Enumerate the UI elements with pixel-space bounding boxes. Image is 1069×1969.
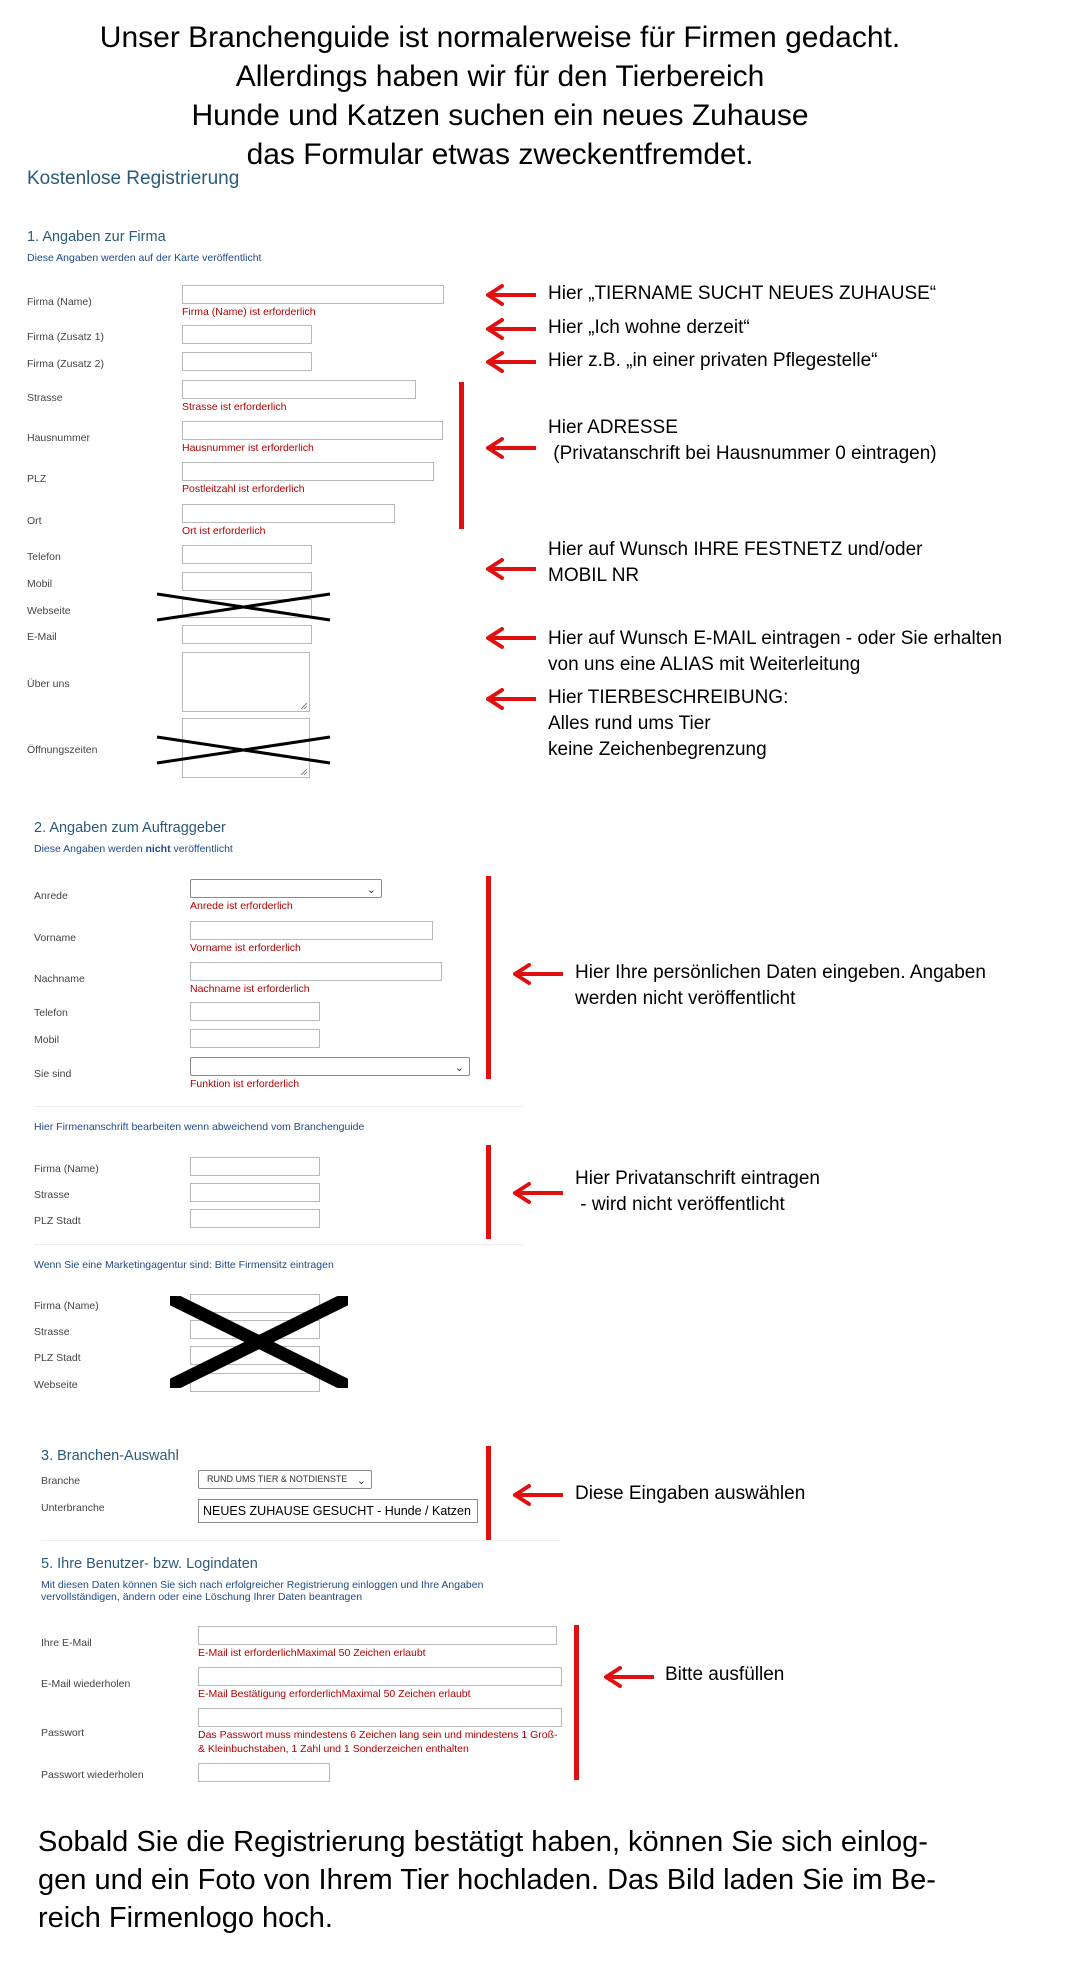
sub2-note: Wenn Sie eine Marketingagentur sind: Bitte Firmensitz eintragen xyxy=(34,1259,334,1271)
auftraggeber-mobil-input[interactable] xyxy=(190,1029,320,1048)
annotation-tiername: Hier „TIERNAME SUCHT NEUES ZUHAUSE“ xyxy=(548,283,937,304)
annotation-pflegestelle: Hier z.B. „in einer privaten Pflegestelle“ xyxy=(548,350,878,371)
section1-note: Diese Angaben werden auf der Karte veröffentlicht xyxy=(27,252,262,264)
cross-out-icon xyxy=(155,735,332,765)
section5-note-line-2: vervollständigen, ändern oder eine Löschung Ihrer Daten beantragen xyxy=(41,1591,363,1603)
label-sub1-plz-stadt: PLZ Stadt xyxy=(34,1215,81,1227)
chevron-down-icon: ⌄ xyxy=(356,1475,366,1487)
ueber-uns-textarea[interactable] xyxy=(182,652,310,712)
label-email: E-Mail xyxy=(27,631,57,643)
label-vorname: Vorname xyxy=(34,932,77,944)
chevron-down-icon: ⌄ xyxy=(454,1062,464,1074)
arrow-left-icon xyxy=(486,351,538,373)
annotation-bracket xyxy=(486,1145,491,1239)
label-telefon: Telefon xyxy=(27,551,61,563)
section3-title: 3. Branchen-Auswahl xyxy=(41,1448,179,1464)
annotation-adresse-line-1: Hier ADRESSE xyxy=(548,417,678,438)
annotation-adresse-line-2: (Privatanschrift bei Hausnummer 0 eintragen) xyxy=(548,443,937,464)
divider xyxy=(34,1244,524,1245)
vorname-input[interactable] xyxy=(190,921,433,940)
annotation-auswaehlen: Diese Eingaben auswählen xyxy=(575,1483,806,1504)
label-ueber-uns: Über uns xyxy=(27,678,70,690)
error-passwort-line-1: Das Passwort muss mindestens 6 Zeichen lang sein und mindestens 1 Groß- xyxy=(198,1729,558,1741)
annotation-persoenlich-line-2: werden nicht veröffentlicht xyxy=(575,988,796,1009)
footer-line-1: Sobald Sie die Registrierung bestätigt haben, können Sie sich einlog- xyxy=(38,1826,928,1858)
unterbranche-select[interactable] xyxy=(198,1499,478,1523)
branche-value: RUND UMS TIER & NOTDIENSTE xyxy=(207,1474,348,1484)
footer-line-3: reich Firmenlogo hoch. xyxy=(38,1902,333,1934)
login-email-repeat-input[interactable] xyxy=(198,1667,562,1686)
error-hausnummer: Hausnummer ist erforderlich xyxy=(182,442,314,454)
section5-title: 5. Ihre Benutzer- bzw. Logindaten xyxy=(41,1556,258,1572)
nachname-input[interactable] xyxy=(190,962,442,981)
arrow-left-icon xyxy=(486,437,538,459)
label-unterbranche: Unterbranche xyxy=(41,1502,105,1514)
sub1-note: Hier Firmenanschrift bearbeiten wenn abweichend vom Branchenguide xyxy=(34,1121,365,1133)
label-passwort-wiederholen: Passwort wiederholen xyxy=(41,1769,144,1781)
section2-title: 2. Angaben zum Auftraggeber xyxy=(34,820,226,836)
chevron-down-icon: ⌄ xyxy=(366,884,376,896)
annotation-tierbeschreibung-line-1: Hier TIERBESCHREIBUNG: xyxy=(548,687,789,708)
email-input[interactable] xyxy=(182,625,312,644)
label-oeffnungszeiten: Öffnungszeiten xyxy=(27,744,98,756)
label-sub1-strasse: Strasse xyxy=(34,1189,70,1201)
annotation-tierbeschreibung-line-2: Alles rund ums Tier xyxy=(548,713,711,734)
annotation-privat-line-1: Hier Privatanschrift eintragen xyxy=(575,1168,820,1189)
strasse-input[interactable] xyxy=(182,380,416,399)
label-nachname: Nachname xyxy=(34,973,85,985)
annotation-tierbeschreibung-line-3: keine Zeichenbegrenzung xyxy=(548,739,767,760)
unterbranche-value: NEUES ZUHAUSE GESUCHT - Hunde / Katzen xyxy=(203,1504,471,1518)
section2-note: Diese Angaben werden nicht veröffentlicht xyxy=(34,843,233,855)
label-passwort: Passwort xyxy=(41,1727,85,1739)
label-strasse: Strasse xyxy=(27,392,63,404)
mobil-input[interactable] xyxy=(182,572,312,591)
page-title: Kostenlose Registrierung xyxy=(27,168,240,189)
annotation-email-line-2: von uns eine ALIAS mit Weiterleitung xyxy=(548,654,861,675)
error-sie-sind: Funktion ist erforderlich xyxy=(190,1078,300,1090)
label-webseite: Webseite xyxy=(27,605,71,617)
footer-text xyxy=(38,1823,998,1937)
sub1-strasse-input[interactable] xyxy=(190,1183,320,1202)
label-ihre-email: Ihre E-Mail xyxy=(41,1637,92,1649)
telefon-input[interactable] xyxy=(182,545,312,564)
label-sub2-webseite: Webseite xyxy=(34,1379,78,1391)
annotation-persoenlich-line-1: Hier Ihre persönlichen Daten eingeben. Angaben xyxy=(575,962,986,983)
hausnummer-input[interactable] xyxy=(182,421,443,440)
anrede-select[interactable] xyxy=(190,879,382,898)
error-anrede: Anrede ist erforderlich xyxy=(190,900,293,912)
error-firma: Firma (Name) ist erforderlich xyxy=(182,306,316,318)
arrow-left-icon xyxy=(486,688,538,710)
annotation-bracket xyxy=(486,1446,491,1540)
firma-name-input[interactable] xyxy=(182,285,444,304)
firma-zusatz1-input[interactable] xyxy=(182,325,312,344)
annotation-bitte-ausfuellen: Bitte ausfüllen xyxy=(665,1664,785,1685)
passwort-repeat-input[interactable] xyxy=(198,1763,330,1782)
plz-input[interactable] xyxy=(182,462,434,481)
label-sie-sind: Sie sind xyxy=(34,1068,72,1080)
error-ort: Ort ist erforderlich xyxy=(182,525,266,537)
headline-line-2: Allerdings haben wir für den Tierbereich xyxy=(235,60,765,93)
arrow-left-icon xyxy=(486,558,538,580)
annotation-privat-line-2: - wird nicht veröffentlicht xyxy=(575,1194,785,1215)
auftraggeber-telefon-input[interactable] xyxy=(190,1002,320,1021)
annotation-festnetz-line-1: Hier auf Wunsch IHRE FESTNETZ und/oder xyxy=(548,539,923,560)
arrow-left-icon xyxy=(486,318,538,340)
sie-sind-select[interactable] xyxy=(190,1057,470,1076)
annotation-festnetz-line-2: MOBIL NR xyxy=(548,565,640,586)
label-hausnummer: Hausnummer xyxy=(27,432,91,444)
annotation-ich-wohne: Hier „Ich wohne derzeit“ xyxy=(548,317,750,338)
arrow-left-icon xyxy=(604,1666,656,1688)
annotation-bracket xyxy=(486,876,491,1079)
error-strasse: Strasse ist erforderlich xyxy=(182,401,287,413)
login-email-input[interactable] xyxy=(198,1626,557,1645)
label-email-wiederholen: E-Mail wiederholen xyxy=(41,1678,131,1690)
cross-out-icon xyxy=(170,1296,348,1388)
label-mobil: Mobil xyxy=(27,578,53,590)
label-mobil-2: Mobil xyxy=(34,1034,60,1046)
label-sub1-firma: Firma (Name) xyxy=(34,1163,99,1175)
arrow-left-icon xyxy=(513,1182,565,1204)
label-zusatz1: Firma (Zusatz 1) xyxy=(27,331,105,343)
label-zusatz2: Firma (Zusatz 2) xyxy=(27,358,105,370)
error-nachname: Nachname ist erforderlich xyxy=(190,983,310,995)
arrow-left-icon xyxy=(486,284,538,306)
label-plz: PLZ xyxy=(27,473,47,485)
headline-line-1: Unser Branchenguide ist normalerweise für Firmen gedacht. xyxy=(99,21,901,54)
label-branche: Branche xyxy=(41,1475,81,1487)
sub1-plz-stadt-input[interactable] xyxy=(190,1209,320,1228)
arrow-left-icon xyxy=(513,963,565,985)
headline-line-3: Hunde und Katzen suchen ein neues Zuhause xyxy=(191,99,809,132)
error-plz: Postleitzahl ist erforderlich xyxy=(182,483,305,495)
headline-line-4: das Formular etwas zweckentfremdet. xyxy=(246,138,754,171)
error-passwort-line-2: & Kleinbuchstaben, 1 Zahl und 1 Sonderzeichen enthalten xyxy=(198,1743,469,1755)
error-login-email: E-Mail ist erforderlichMaximal 50 Zeichen erlaubt xyxy=(198,1647,426,1659)
error-vorname: Vorname ist erforderlich xyxy=(190,942,301,954)
arrow-left-icon xyxy=(486,627,538,649)
label-sub2-plz-stadt: PLZ Stadt xyxy=(34,1352,81,1364)
label-sub2-strasse: Strasse xyxy=(34,1326,70,1338)
cross-out-icon xyxy=(155,592,332,622)
annotation-bracket xyxy=(459,382,464,529)
branche-select[interactable] xyxy=(198,1470,372,1489)
sub1-firma-input[interactable] xyxy=(190,1157,320,1176)
label-anrede: Anrede xyxy=(34,890,68,902)
annotation-email-line-1: Hier auf Wunsch E-MAIL eintragen - oder Sie erhalten xyxy=(548,628,1003,649)
firma-zusatz2-input[interactable] xyxy=(182,352,312,371)
label-ort: Ort xyxy=(27,515,42,527)
section5-note-line-1: Mit diesen Daten können Sie sich nach erfolgreicher Registrierung einloggen und Ihre Angaben xyxy=(41,1579,484,1591)
annotation-bracket xyxy=(574,1625,579,1780)
passwort-input[interactable] xyxy=(198,1708,562,1727)
ort-input[interactable] xyxy=(182,504,395,523)
footer-line-2: gen und ein Foto von Ihrem Tier hochladen. Das Bild laden Sie im Be- xyxy=(38,1864,936,1896)
divider xyxy=(34,1106,524,1107)
section1-title: 1. Angaben zur Firma xyxy=(27,229,166,245)
label-firma: Firma (Name) xyxy=(27,296,92,308)
label-sub2-firma: Firma (Name) xyxy=(34,1300,99,1312)
divider xyxy=(41,1540,561,1541)
label-telefon-2: Telefon xyxy=(34,1007,68,1019)
arrow-left-icon xyxy=(513,1484,565,1506)
error-login-email-repeat: E-Mail Bestätigung erforderlichMaximal 50 Zeichen erlaubt xyxy=(198,1688,471,1700)
